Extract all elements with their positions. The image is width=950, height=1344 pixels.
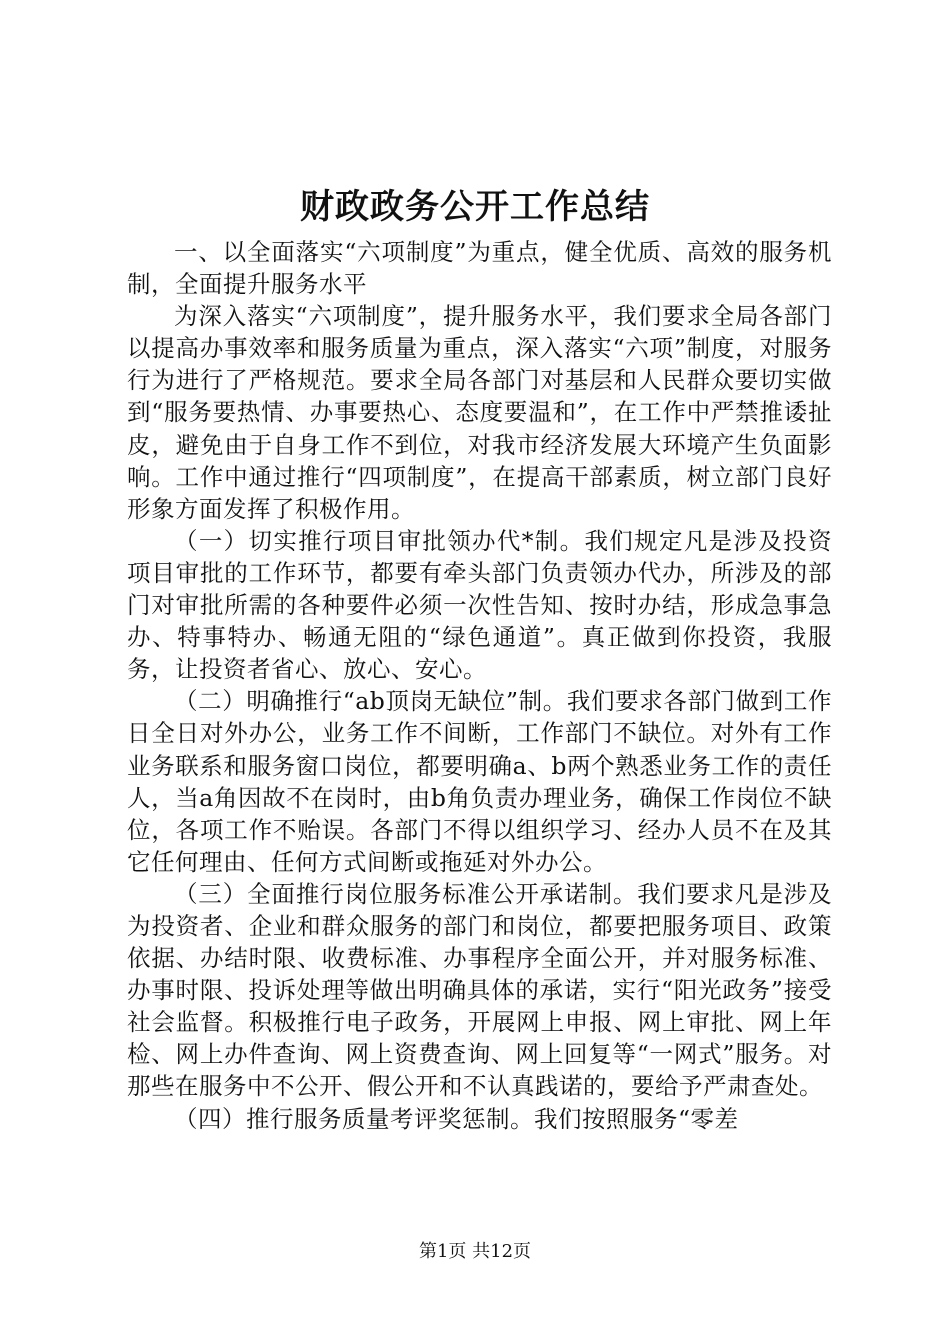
paragraph-2: 为深入落实“六项制度”，提升服务水平，我们要求全局各部门以提高办事效率和服务质量为重点，深入落实“六项”制度，对服务行为进行了严格规范。要求全局各部门对基层和人民群众要切实做到“服务要热情、办事要热心、态度要温和”，在工作中严禁推诿扯皮，避免由于自身工作不到位，对我市经济发展大环境产生负面影响。工作中通过推行“四项制度”，在提高干部素质，树立部门良好形象方面发挥了积极作用。 (127, 302, 832, 523)
document-body (127, 236, 832, 1135)
paragraph-4: （二）明确推行“ab顶岗无缺位”制。我们要求各部门做到工作日全日对外办公，业务工作不间断，工作部门不缺位。对外有工作业务联系和服务窗口岗位，都要明确a、b两个熟悉业务工作的责任人，当a角因故不在岗时，由b角负责办理业务，确保工作岗位不缺位，各项工作不贻误。各部门不得以组织学习、经办人员不在及其它任何理由、任何方式间断或拖延对外办公。 (127, 687, 832, 876)
document-title: 财政政务公开工作总结 (300, 187, 650, 227)
paragraph-6: （四）推行服务质量考评奖惩制。我们按照服务“零差 (174, 1104, 739, 1133)
paragraph-3: （一）切实推行项目审批领办代*制。我们规定凡是涉及投资项目审批的工作环节，都要有牵头部门负责领办代办，所涉及的部门对审批所需的各种要件必须一次性告知、按时办结，形成急事急办、特事特办、畅通无阻的“绿色通道”。真正做到你投资，我服务，让投资者省心、放心、安心。 (127, 526, 832, 684)
paragraph-5: （三）全面推行岗位服务标准公开承诺制。我们要求凡是涉及为投资者、企业和群众服务的部门和岗位，都要把服务项目、政策依据、办结时限、收费标准、办事程序全面公开，并对服务标准、办事时限、投诉处理等做出明确具体的承诺，实行“阳光政务”接受社会监督。积极推行电子政务，开展网上申报、网上审批、网上年检、网上办件查询、网上资费查询、网上回复等“一网式”服务。对那些在服务中不公开、假公开和不认真践诺的，要给予严肃查处。 (127, 879, 832, 1101)
page-number-footer: 第1页 共12页 (418, 1241, 532, 1262)
paragraph-1: 一、以全面落实“六项制度”为重点，健全优质、高效的服务机制，全面提升服务水平 (127, 238, 832, 299)
